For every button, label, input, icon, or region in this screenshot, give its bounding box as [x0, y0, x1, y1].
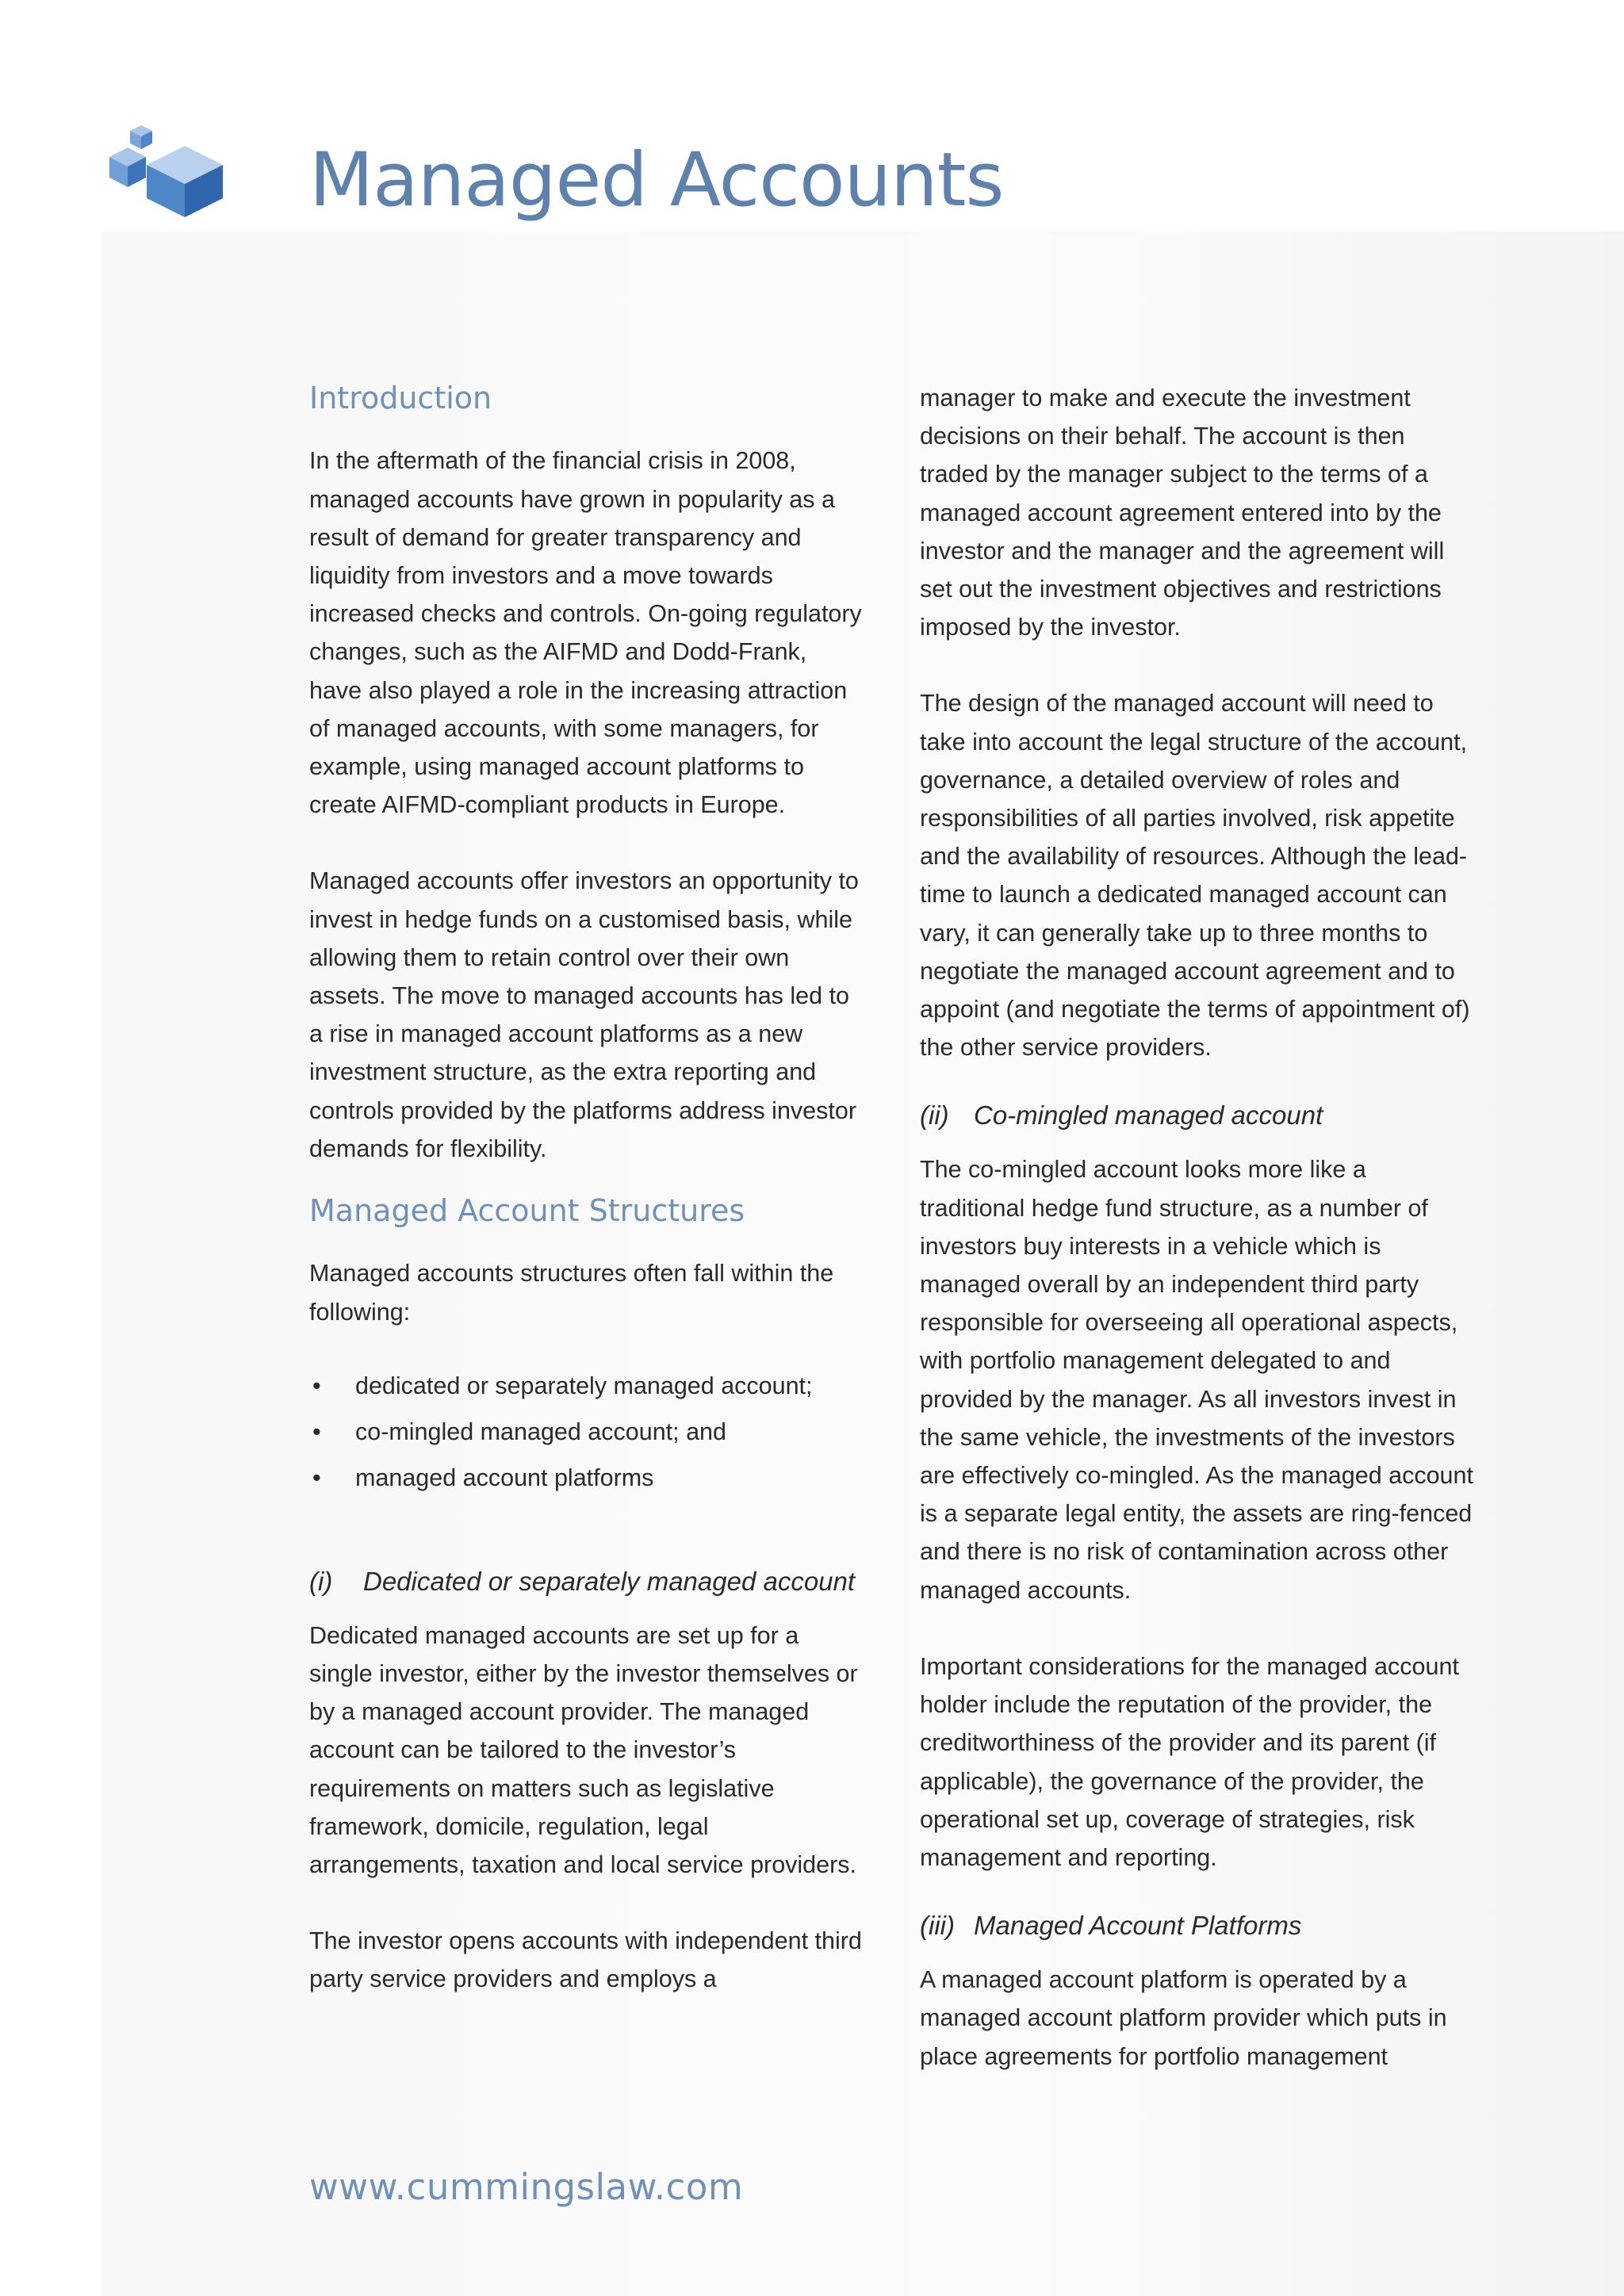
- intro-paragraph-2: Managed accounts offer investors an opportunity to invest in hedge funds on a customised basis, while allowing them to retain control over their own assets. The move to managed accounts has led to a rise in managed account platforms as a new investment structure, as the extra reporting and controls provided by the platforms address investor demands for flexibility.: [309, 867, 859, 1162]
- list-item: • dedicated or separately managed account;: [309, 1363, 864, 1409]
- dedicated-paragraph-1: Dedicated managed accounts are set up for a single investor, either by the investor themselves or by a managed account provider. The managed account can be tailored to the investor’s requirements on matters such as legislative framework, domicile, regulation, legal arrangements, taxation and local service providers.: [309, 1621, 858, 1879]
- left-column: [309, 379, 864, 1999]
- platforms-paragraph: A managed account platform is operated by a managed account platform provider which puts in place agreements for portfolio management: [920, 1966, 1447, 2070]
- bullet-icon: •: [312, 1418, 321, 1445]
- continued-paragraph: manager to make and execute the investment decisions on their behalf. The account is then traded by the manager subject to the terms of a managed account agreement entered into by the investor and the manager and the agreement will set out the investment objectives and restrictions imposed by the investor.: [920, 385, 1445, 641]
- page-title: Managed Accounts: [309, 137, 1004, 224]
- subheading-dedicated: [309, 1563, 864, 1601]
- subheading-title: Managed Account Platforms: [974, 1911, 1302, 1941]
- comingled-paragraph: The co-mingled account looks more like a traditional hedge fund structure, as a number of investors buy interests in a vehicle which is managed overall by an independent third party responsible for overseeing all operational aspects, with portfolio management delegated to and provided by the manager. As all investors invest in the same vehicle, the investments of the investors are effectively co-mingled. As the managed account is a separate legal entity, the assets are ring-fenced and there is no risk of contamination across other managed accounts.: [920, 1156, 1473, 1604]
- considerations-paragraph: Important considerations for the managed account holder include the reputation of the provider, the creditworthiness of the provider and its parent (if applicable), the governance of the provider, the operational set up, coverage of strategies, risk management and reporting.: [920, 1652, 1459, 1871]
- introduction-heading: Introduction: [309, 381, 492, 415]
- structures-list: [309, 1363, 864, 1501]
- subheading-number: (ii): [920, 1100, 949, 1131]
- subheading-comingled: [920, 1096, 1475, 1135]
- list-item: • co-mingled managed account; and: [309, 1409, 864, 1455]
- structures-heading: Managed Account Structures: [309, 1193, 745, 1229]
- dedicated-paragraph-2: The investor opens accounts with independent third party service providers and employs a: [309, 1927, 862, 1993]
- bullet-icon: •: [312, 1372, 321, 1399]
- right-column: [920, 379, 1475, 2076]
- bullet-icon: •: [312, 1464, 321, 1491]
- subheading-platforms: [920, 1907, 1475, 1945]
- intro-paragraph-1: In the aftermath of the financial crisis in 2008, managed accounts have grown in popularity as a result of demand for greater transparency and liquidity from investors and a move towards increased checks and controls. On-going regulatory changes, such as the AIFMD and Dodd-Frank, have also played a role in the increasing attraction of managed accounts, with some managers, for example, using managed account platforms to create AIFMD-compliant products in Europe.: [309, 447, 862, 819]
- design-paragraph: The design of the managed account will need to take into account the legal structure of the account, governance, a detailed overview of roles and responsibilities of all parties involved, risk appetite and the availability of resources. Although the lead-time to launch a dedicated managed account can vary, it can generally take up to three months to negotiate the managed account agreement and to appoint (and negotiate the terms of appointment of) the other service providers.: [920, 690, 1470, 1062]
- structures-paragraph: Managed accounts structures often fall within the following:: [309, 1260, 834, 1326]
- subheading-number: (i): [309, 1566, 333, 1596]
- subheading-number: (iii): [920, 1911, 955, 1941]
- footer-website-link[interactable]: www.cummingslaw.com: [309, 2166, 744, 2208]
- stacked-cubes-logo: [108, 124, 227, 219]
- list-item: • managed account platforms: [309, 1455, 864, 1501]
- subheading-title: Co-mingled managed account: [974, 1100, 1323, 1131]
- subheading-title: Dedicated or separately managed account: [363, 1566, 856, 1596]
